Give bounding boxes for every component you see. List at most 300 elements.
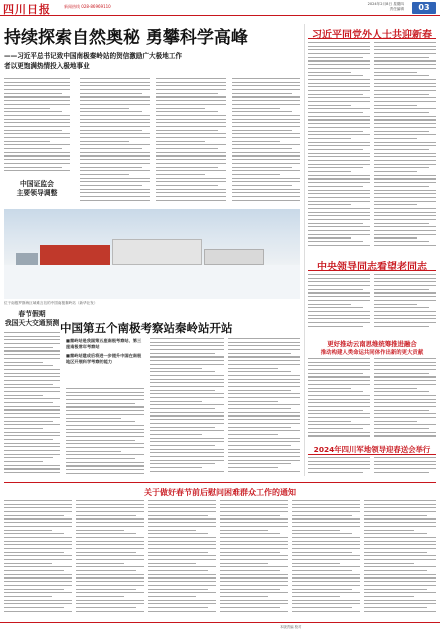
text-line (4, 522, 72, 523)
text-line (292, 533, 352, 534)
text-line (150, 445, 215, 446)
text-line (66, 425, 144, 426)
text-line (374, 402, 436, 403)
text-line (76, 500, 144, 501)
text-line (228, 423, 300, 424)
text-lines (4, 78, 70, 171)
text-line (374, 399, 436, 400)
text-line (150, 342, 224, 343)
text-line (220, 559, 288, 560)
text-line (76, 600, 144, 601)
text-line (292, 574, 360, 575)
text-line (374, 131, 429, 132)
text-line (374, 153, 436, 154)
text-line (80, 185, 142, 186)
text-line (374, 230, 436, 231)
text-line (76, 522, 144, 523)
station-building (40, 245, 110, 265)
text-line (228, 419, 300, 420)
station-side-column (4, 310, 60, 478)
text-line (374, 97, 436, 98)
text-line (150, 356, 224, 357)
antarctic-station-photo (4, 209, 300, 299)
text-line (374, 358, 436, 359)
text-line (4, 336, 60, 337)
text-line (292, 548, 360, 549)
text-line (66, 403, 135, 404)
text-line (150, 390, 215, 391)
text-line (292, 530, 340, 531)
text-line (220, 533, 280, 534)
text-line (148, 504, 216, 505)
text-line (364, 511, 436, 512)
text-line (148, 530, 196, 531)
text-line (156, 163, 226, 164)
editor-label: 责任编辑 (389, 7, 404, 11)
text-line (228, 375, 300, 376)
text-line (364, 611, 436, 612)
text-line (76, 541, 144, 542)
text-line (374, 472, 429, 473)
text-line (76, 563, 124, 564)
text-line (308, 94, 363, 95)
text-line (308, 149, 363, 150)
bottom-col-5 (292, 500, 360, 618)
text-line (150, 401, 202, 402)
text-line (308, 90, 370, 91)
text-line (374, 156, 436, 157)
text-line (308, 241, 363, 242)
text-line (374, 171, 417, 172)
text-line (308, 108, 370, 109)
text-line (364, 570, 427, 571)
text-line (308, 204, 351, 205)
text-line (150, 375, 224, 376)
text-line (374, 68, 436, 69)
text-line (148, 589, 208, 590)
text-line (308, 197, 370, 198)
text-line (228, 345, 300, 346)
text-line (364, 563, 414, 564)
text-line (4, 398, 60, 399)
text-line (232, 133, 300, 134)
text-line (150, 360, 224, 361)
text-line (150, 345, 224, 346)
text-line (4, 96, 70, 97)
text-line (228, 408, 291, 409)
lead-column-3 (156, 78, 226, 206)
text-line (4, 387, 60, 388)
text-line (374, 75, 429, 76)
text-line (150, 386, 224, 387)
text-line (4, 526, 72, 527)
text-line (220, 555, 288, 556)
text-line (364, 507, 436, 508)
text-line (4, 537, 72, 538)
text-line (76, 577, 144, 578)
text-lines (80, 78, 150, 201)
text-line (374, 296, 436, 297)
text-line (228, 379, 300, 380)
text-line (232, 178, 300, 179)
text-line (374, 380, 436, 381)
text-line (220, 548, 288, 549)
text-line (4, 108, 50, 109)
text-line (308, 464, 370, 465)
station-building (204, 249, 264, 265)
hotline: 新闻热线 028-86969110 (64, 4, 111, 9)
text-line (80, 111, 142, 112)
text-line (66, 395, 144, 396)
text-line (156, 159, 226, 160)
text-line (156, 126, 226, 127)
text-line (232, 185, 292, 186)
text-line (308, 42, 370, 43)
text-line (76, 548, 144, 549)
text-line (308, 296, 370, 297)
text-line (148, 548, 216, 549)
text-line (148, 537, 216, 538)
text-line (76, 566, 144, 567)
text-line (156, 104, 226, 105)
text-line (148, 607, 208, 608)
text-line (364, 585, 436, 586)
text-lines (308, 358, 370, 437)
text-line (4, 354, 60, 355)
text-line (148, 577, 216, 578)
text-line (374, 292, 436, 293)
text-line (4, 167, 62, 168)
text-line (4, 163, 70, 164)
text-line (156, 178, 226, 179)
text-line (148, 611, 216, 612)
text-line (308, 322, 370, 323)
text-line (76, 533, 136, 534)
text-line (308, 101, 370, 102)
text-line (308, 123, 370, 124)
text-line (80, 170, 150, 171)
text-lines (4, 332, 60, 473)
text-line (374, 406, 436, 407)
side-head-1: 中国证监会 主要领导调整 (16, 180, 58, 197)
text-line (232, 159, 300, 160)
text-line (220, 522, 288, 523)
text-line (4, 141, 50, 142)
text-line (4, 339, 60, 340)
text-line (374, 116, 436, 117)
text-line (80, 78, 150, 79)
text-line (148, 555, 216, 556)
text-line (156, 181, 226, 182)
text-line (374, 212, 436, 213)
text-line (364, 526, 436, 527)
text-line (148, 596, 196, 597)
text-line (364, 592, 436, 593)
text-line (232, 82, 300, 83)
text-line (228, 471, 300, 472)
text-line (292, 592, 360, 593)
text-line (148, 574, 216, 575)
text-line (374, 315, 436, 316)
text-line (374, 53, 436, 54)
rule (308, 454, 436, 455)
text-line (374, 86, 436, 87)
text-line (150, 415, 224, 416)
text-line (232, 141, 280, 142)
text-line (228, 364, 300, 365)
text-line (364, 548, 436, 549)
text-line (4, 148, 62, 149)
bullet-1: ■秦岭站是我国第五座南极考察站、第三座南极常年考察站 (66, 338, 142, 349)
bottom-col-6 (364, 500, 436, 618)
text-line (4, 82, 70, 83)
text-line (374, 79, 436, 80)
text-line (66, 418, 121, 419)
text-line (66, 406, 144, 407)
text-line (364, 530, 414, 531)
text-line (374, 464, 436, 465)
text-line (220, 530, 268, 531)
text-line (4, 566, 72, 567)
text-line (148, 603, 216, 604)
text-line (308, 75, 363, 76)
station-building (112, 239, 202, 265)
text-line (150, 430, 224, 431)
text-line (228, 415, 300, 416)
text-line (220, 504, 288, 505)
text-line (364, 504, 436, 505)
text-line (374, 432, 436, 433)
text-line (292, 511, 360, 512)
text-line (156, 85, 226, 86)
text-lines (374, 42, 436, 246)
text-line (4, 409, 60, 410)
text-line (66, 421, 135, 422)
text-line (232, 170, 300, 171)
text-line (4, 152, 70, 153)
text-line (232, 93, 292, 94)
text-line (292, 566, 360, 567)
text-line (4, 395, 43, 396)
text-line (228, 386, 300, 387)
text-line (66, 410, 144, 411)
text-line (156, 185, 218, 186)
text-line (150, 368, 202, 369)
text-line (374, 304, 417, 305)
bottom-col-2 (76, 500, 144, 618)
text-line (308, 112, 363, 113)
text-line (364, 533, 427, 534)
text-line (80, 200, 150, 201)
text-line (364, 577, 436, 578)
text-lines (292, 500, 360, 612)
text-line (150, 404, 224, 405)
text-line (220, 600, 288, 601)
text-line (232, 119, 300, 120)
text-line (80, 137, 150, 138)
text-line (4, 362, 43, 363)
text-line (148, 518, 216, 519)
text-line (364, 600, 436, 601)
text-line (308, 230, 370, 231)
text-line (232, 104, 300, 105)
text-line (4, 369, 60, 370)
text-line (150, 463, 215, 464)
text-line (228, 349, 300, 350)
text-line (374, 193, 436, 194)
text-line (4, 515, 64, 516)
text-line (80, 196, 150, 197)
text-lines (228, 338, 300, 472)
text-line (308, 376, 370, 377)
text-line (220, 526, 288, 527)
text-line (374, 108, 436, 109)
text-line (4, 446, 60, 447)
text-line (4, 500, 72, 501)
text-line (228, 463, 291, 464)
text-line (220, 592, 288, 593)
text-line (4, 89, 70, 90)
text-line (228, 401, 278, 402)
text-line (4, 544, 72, 545)
text-line (148, 533, 208, 534)
text-line (232, 196, 300, 197)
text-line (4, 581, 72, 582)
text-line (80, 152, 150, 153)
text-line (76, 537, 144, 538)
text-line (374, 413, 436, 414)
text-line (292, 555, 360, 556)
text-line (232, 126, 300, 127)
bottom-col-3 (148, 500, 216, 618)
text-line (220, 507, 288, 508)
text-line (374, 134, 436, 135)
text-line (364, 544, 436, 545)
text-line (80, 148, 142, 149)
station-column-3 (150, 338, 224, 478)
text-line (4, 343, 60, 344)
text-line (4, 435, 60, 436)
text-line (308, 461, 370, 462)
text-line (156, 144, 226, 145)
text-line (374, 208, 436, 209)
text-line (148, 526, 216, 527)
text-line (292, 504, 360, 505)
text-line (4, 607, 64, 608)
text-line (374, 435, 436, 436)
text-line (374, 90, 436, 91)
text-line (308, 182, 370, 183)
text-line (308, 164, 370, 165)
text-line (148, 511, 216, 512)
text-line (156, 200, 226, 201)
text-line (4, 402, 53, 403)
text-line (4, 122, 70, 123)
text-line (308, 402, 370, 403)
text-line (80, 100, 150, 101)
text-line (308, 79, 370, 80)
text-line (308, 68, 370, 69)
text-line (374, 57, 429, 58)
text-line (148, 500, 216, 501)
text-line (220, 611, 288, 612)
text-line (228, 342, 300, 343)
text-line (308, 127, 370, 128)
text-line (148, 570, 208, 571)
text-line (308, 278, 370, 279)
rule (308, 270, 436, 271)
text-line (308, 395, 370, 396)
text-line (374, 376, 436, 377)
text-line (148, 563, 196, 564)
text-line (308, 274, 370, 275)
text-line (308, 171, 351, 172)
text-line (374, 138, 417, 139)
text-line (232, 155, 300, 156)
text-line (308, 472, 363, 473)
text-line (150, 441, 224, 442)
text-line (228, 460, 300, 461)
text-line (374, 149, 429, 150)
text-line (308, 365, 370, 366)
text-line (374, 49, 436, 50)
text-line (228, 430, 300, 431)
text-line (220, 570, 280, 571)
text-line (232, 78, 300, 79)
text-line (232, 89, 300, 90)
text-line (76, 504, 144, 505)
date: 2024年2月8日 星期四 (367, 2, 404, 6)
text-line (4, 111, 62, 112)
text-line (80, 178, 150, 179)
text-lines (364, 500, 436, 612)
text-line (80, 104, 150, 105)
text-line (4, 600, 72, 601)
text-line (4, 439, 53, 440)
text-line (4, 443, 60, 444)
text-line (308, 421, 351, 422)
text-line (66, 432, 144, 433)
text-line (80, 189, 150, 190)
text-line (292, 526, 360, 527)
text-line (4, 472, 60, 473)
text-line (308, 119, 370, 120)
text-line (220, 607, 280, 608)
text-line (228, 438, 300, 439)
text-line (4, 585, 72, 586)
text-line (374, 119, 436, 120)
station-bullets (66, 338, 144, 365)
text-line (220, 552, 280, 553)
text-lines (156, 78, 226, 201)
text-line (80, 192, 150, 193)
text-line (308, 178, 370, 179)
bottom-col-1 (4, 500, 72, 618)
text-line (364, 596, 414, 597)
text-line (4, 78, 70, 79)
text-line (292, 577, 360, 578)
lead-column-1 (4, 78, 70, 176)
text-line (4, 465, 60, 466)
text-line (4, 100, 70, 101)
text-line (4, 504, 72, 505)
text-line (232, 152, 300, 153)
text-line (364, 559, 436, 560)
text-line (308, 373, 363, 374)
text-line (374, 369, 436, 370)
text-line (80, 85, 150, 86)
text-line (156, 174, 205, 175)
